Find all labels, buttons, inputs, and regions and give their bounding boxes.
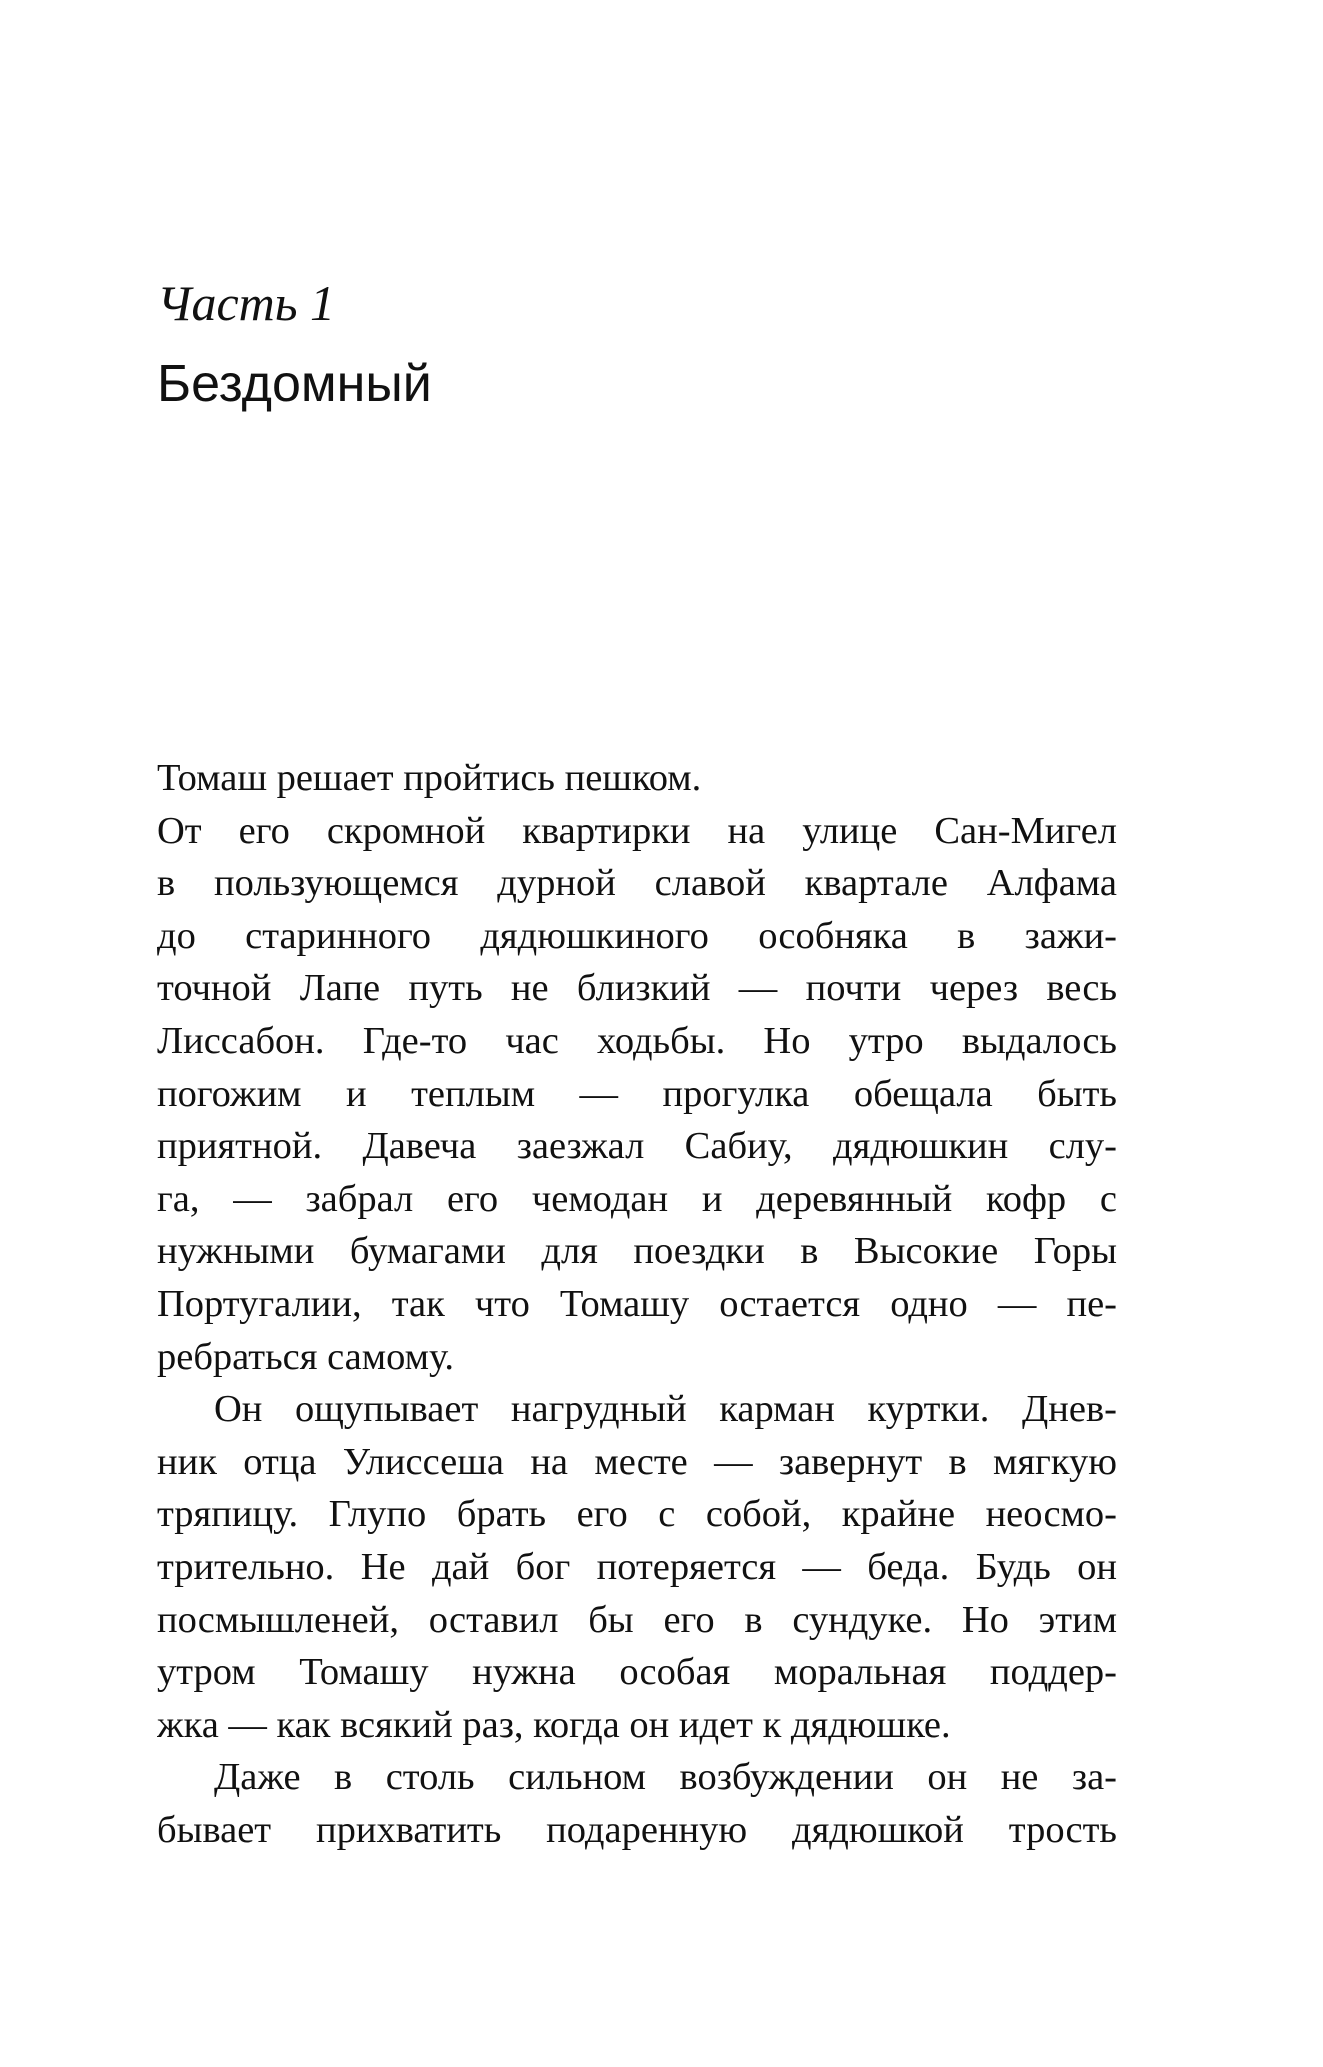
text-line: ник отца Улиссеша на месте — завернут в мягкую — [157, 1440, 1117, 1483]
text-line: нужными бумагами для поездки в Высокие Горы — [157, 1230, 1117, 1273]
text-line: ребраться самому. — [157, 1335, 454, 1378]
text-line: в пользующемся дурной славой квартале Алфама — [157, 862, 1117, 905]
text-line: тряпицу. Глупо брать его с собой, крайне неосмо- — [157, 1493, 1117, 1536]
text-line: посмышленей, оставил бы его в сундуке. Но этим — [157, 1598, 1117, 1641]
text-line: га, — забрал его чемодан и деревянный кофр с — [157, 1177, 1117, 1220]
text-line: Даже в столь сильном возбуждении он не за- — [214, 1756, 1117, 1799]
body-text — [157, 752, 1117, 1856]
text-line: приятной. Давеча заезжал Сабиу, дядюшкин слу- — [157, 1125, 1117, 1168]
part-title: Бездомный — [157, 355, 432, 413]
text-line: Он ощупывает нагрудный карман куртки. Днев- — [214, 1388, 1117, 1431]
text-line: От его скромной квартирки на улице Сан-Мигел — [157, 809, 1117, 852]
text-line: Португалии, так что Томашу остается одно — пе- — [157, 1282, 1117, 1325]
text-line: до старинного дядюшкиного особняка в зажи- — [157, 914, 1117, 957]
text-line: погожим и теплым — прогулка обещала быть — [157, 1072, 1117, 1115]
text-line: жка — как всякий раз, когда он идет к дядюшке. — [157, 1703, 951, 1746]
text-line: бывает прихватить подаренную дядюшкой трость — [157, 1808, 1117, 1851]
text-line: Лиссабон. Где-то час ходьбы. Но утро выдалось — [157, 1019, 1117, 1062]
text-line: точной Лапе путь не близкий — почти через весь — [157, 967, 1117, 1010]
text-line: утром Томашу нужна особая моральная поддер- — [157, 1651, 1117, 1694]
part-label: Часть 1 — [157, 275, 336, 331]
text-line: трительно. Не дай бог потеряется — беда. Будь он — [157, 1545, 1117, 1588]
text-line: Томаш решает пройтись пешком. — [157, 757, 702, 799]
